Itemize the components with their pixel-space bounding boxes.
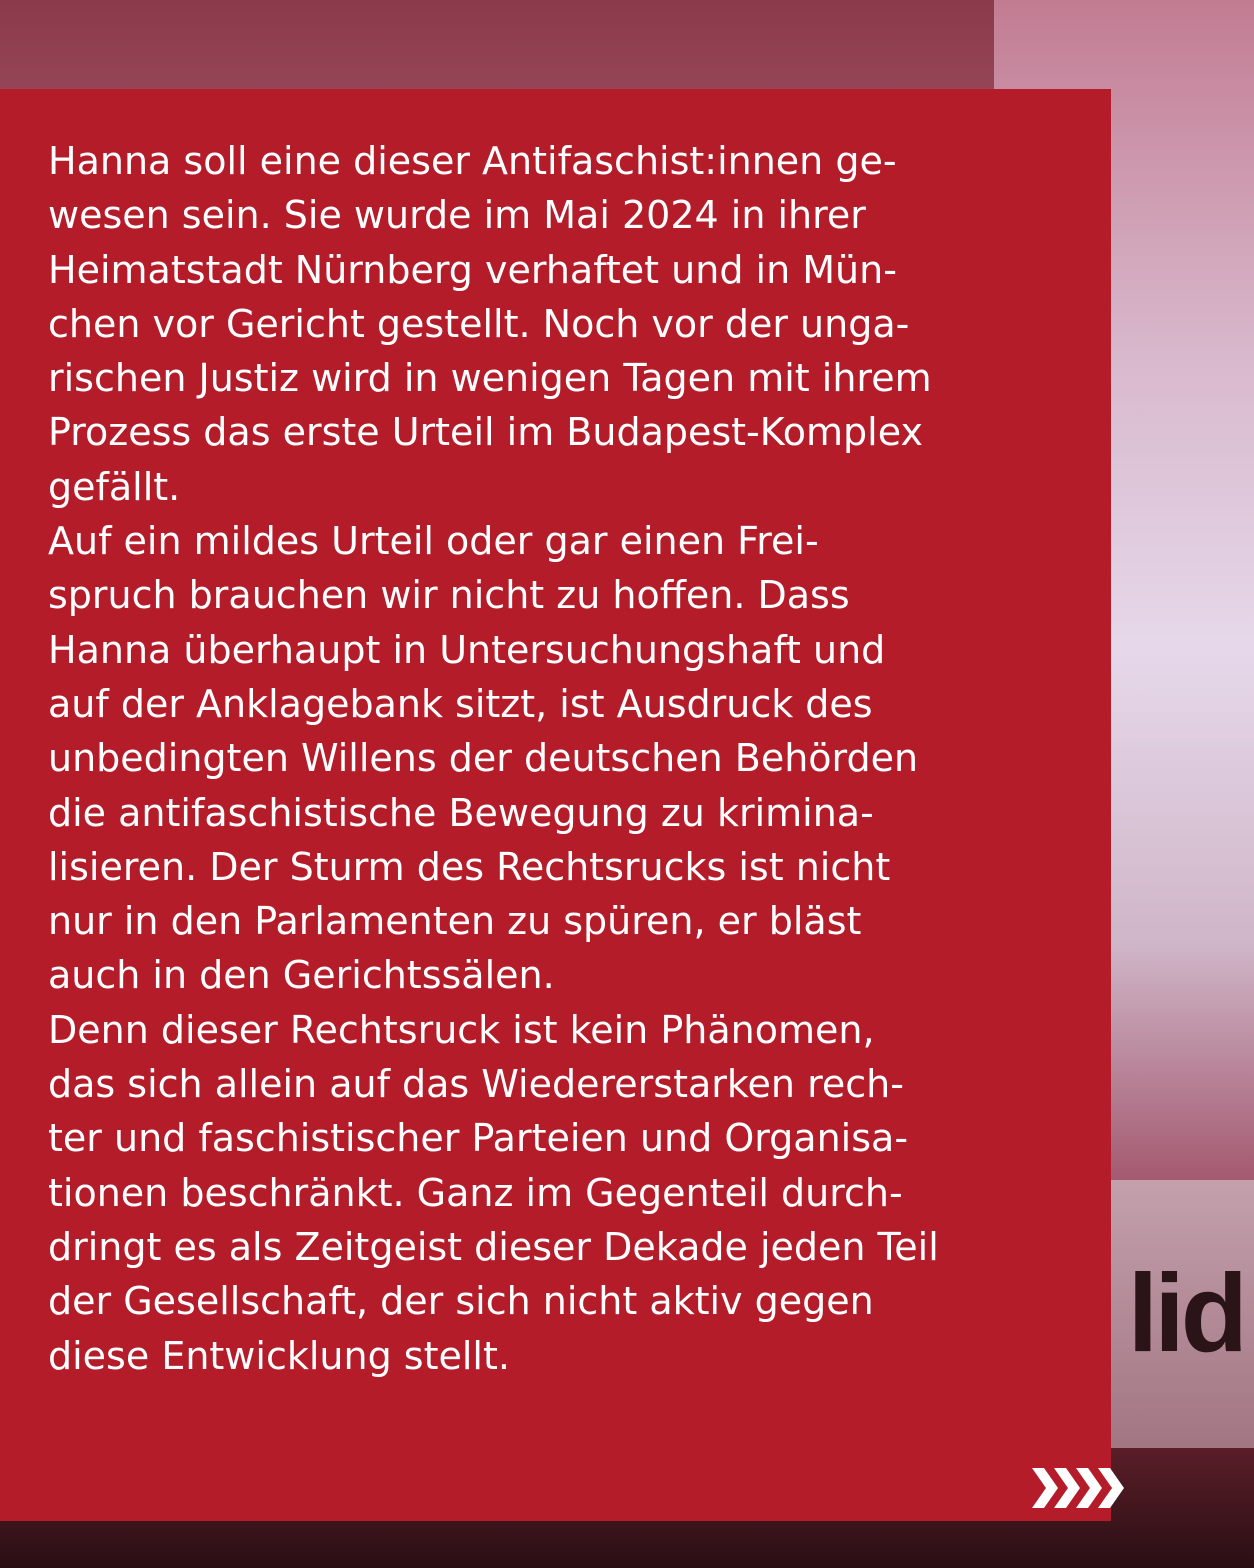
text-line: dringt es als Zeitgeist dieser Dekade jeden Teil bbox=[48, 1224, 939, 1269]
text-line: wesen sein. Sie wurde im Mai 2024 in ihrer bbox=[48, 193, 866, 238]
text-line: Hanna überhaupt in Untersuchungshaft und bbox=[48, 627, 886, 672]
text-line: spruch brauchen wir nicht zu hoffen. Dass bbox=[48, 573, 850, 618]
text-line: nur in den Parlamenten zu spüren, er bläst bbox=[48, 899, 862, 944]
text-line: gefällt. bbox=[48, 464, 181, 509]
text-line: auch in den Gerichtssälen. bbox=[48, 953, 555, 998]
text-line: die antifaschistische Bewegung zu krimina- bbox=[48, 790, 874, 835]
text-line: Denn dieser Rechtsruck ist kein Phänomen, bbox=[48, 1007, 875, 1052]
text-line: das sich allein auf das Wiedererstarken rech- bbox=[48, 1062, 904, 1107]
text-line: auf der Anklagebank sitzt, ist Ausdruck des bbox=[48, 681, 873, 726]
body-text bbox=[48, 134, 1038, 1383]
text-line: der Gesellschaft, der sich nicht aktiv gegen bbox=[48, 1279, 874, 1324]
text-line: unbedingten Willens der deutschen Behörden bbox=[48, 736, 919, 781]
text-line: Heimatstadt Nürnberg verhaftet und in Mün- bbox=[48, 247, 897, 292]
text-line: diese Entwicklung stellt. bbox=[48, 1333, 510, 1378]
text-line: ter und faschistischer Parteien und Organisa- bbox=[48, 1116, 909, 1161]
text-line: Hanna soll eine dieser Antifaschist:innen ge- bbox=[48, 139, 897, 183]
text-line: rischen Justiz wird in wenigen Tagen mit ihrem bbox=[48, 356, 932, 401]
text-line: tionen beschränkt. Ganz im Gegenteil durch- bbox=[48, 1170, 903, 1215]
text-line: lisieren. Der Sturm des Rechtsrucks ist nicht bbox=[48, 844, 891, 889]
background-banner-text: lid bbox=[1127, 1252, 1244, 1375]
chevrons-right-icon[interactable] bbox=[1030, 1466, 1126, 1510]
text-line: Auf ein mildes Urteil oder gar einen Frei- bbox=[48, 519, 819, 564]
text-line: Prozess das erste Urteil im Budapest-Komplex bbox=[48, 410, 923, 455]
text-line: chen vor Gericht gestellt. Noch vor der unga- bbox=[48, 301, 910, 346]
